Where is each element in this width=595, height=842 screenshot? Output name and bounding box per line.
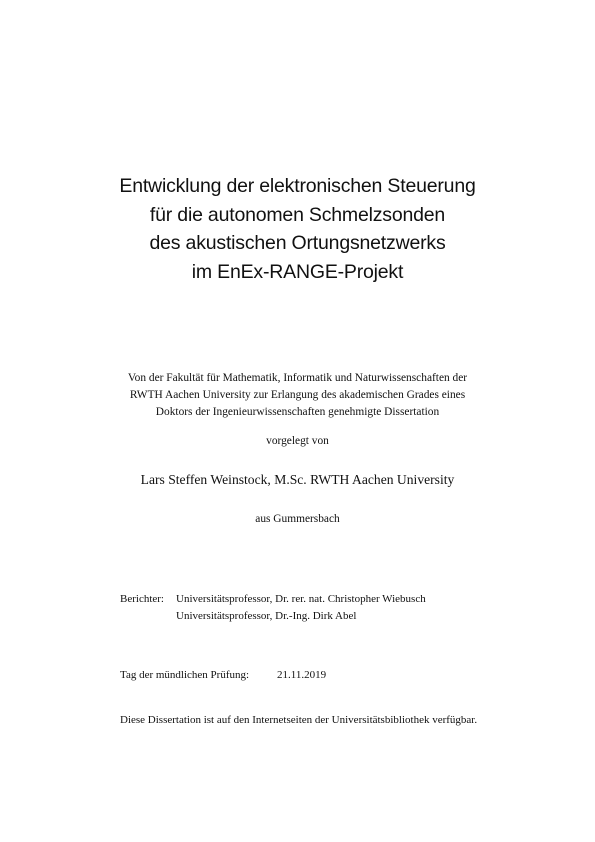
author-origin: aus Gummersbach <box>255 513 340 525</box>
faculty-line: RWTH Aachen University zur Erlangung des akademischen Grades eines <box>129 389 466 401</box>
reviewer-names <box>176 591 426 625</box>
dissertation-title <box>60 172 535 286</box>
reviewers-label: Berichter: <box>120 593 164 605</box>
faculty-statement <box>60 370 535 421</box>
submitted-by: vorgelegt von <box>266 435 329 447</box>
exam-date-block <box>120 668 327 682</box>
faculty-line: Doktors der Ingenieurwissenschaften genehmigte Dissertation <box>155 406 440 418</box>
reviewer-name: Universitätsprofessor, Dr. rer. nat. Christopher Wiebusch <box>176 593 426 605</box>
title-line: des akustischen Ortungsnetzwerks <box>149 232 446 255</box>
title-line: für die autonomen Schmelzsonden <box>149 203 446 226</box>
faculty-line: Von der Fakultät für Mathematik, Informatik und Naturwissenschaften der <box>127 372 468 384</box>
reviewer-name: Universitätsprofessor, Dr.-Ing. Dirk Abel <box>176 610 357 622</box>
title-line: im EnEx-RANGE-Projekt <box>191 260 404 283</box>
title-line: Entwicklung der elektronischen Steuerung <box>119 175 476 197</box>
author-name: Lars Steffen Weinstock, M.Sc. RWTH Aachen University <box>140 472 455 487</box>
availability-note: Diese Dissertation ist auf den Internetseiten der Universitätsbibliothek verfügbar. <box>120 714 478 726</box>
exam-date: 21.11.2019 <box>277 669 327 681</box>
exam-date-label: Tag der mündlichen Prüfung: <box>120 669 250 681</box>
